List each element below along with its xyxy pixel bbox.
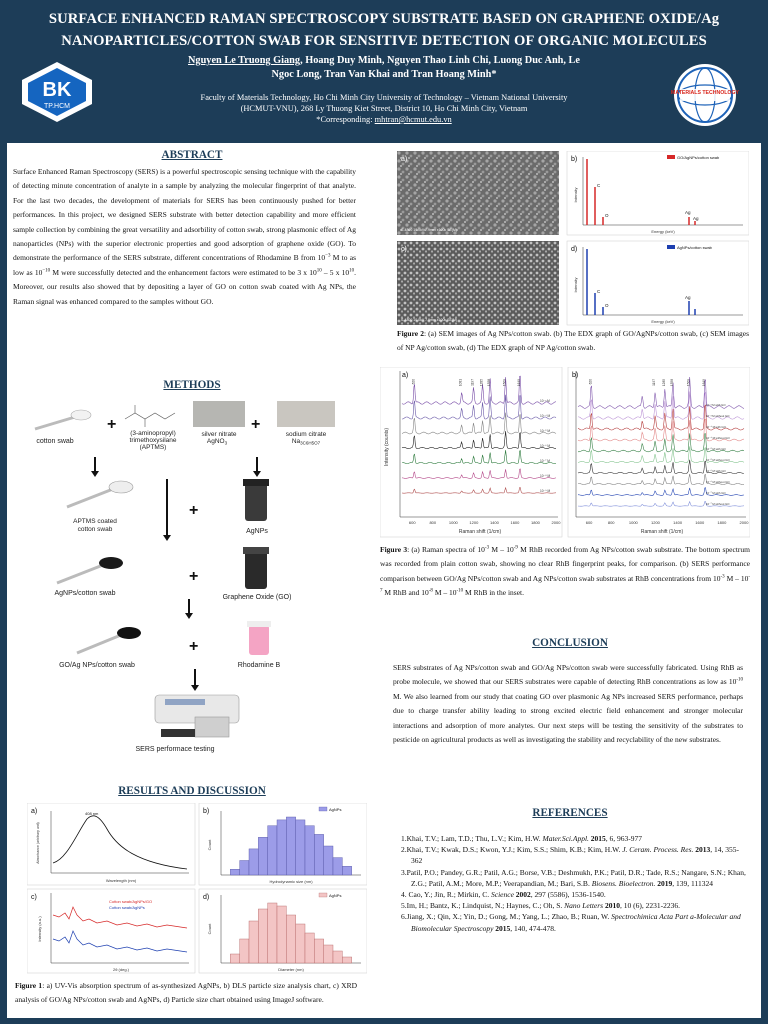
figure-1 [27,803,367,975]
histogram-bar [305,826,314,875]
axis-tick-label: 1800 [717,520,727,525]
label-go-ag-swab: GO/Ag NPs/cotton swab [59,662,135,669]
raman-series-label: 10⁻⁷ M with GO [706,491,726,495]
reference-item: 5.Im, H.; Bantz, K.; Lindquist, N.; Haynes, C.; Oh, S. Nano Letters 2010, 10 (6), 2231-2236. [401,901,680,911]
sem-image-c [397,241,559,325]
histogram-bar [249,849,258,875]
histogram-bar [230,954,239,963]
histogram-bar [333,951,342,963]
particle-size-chart [199,889,367,973]
label-rhodamine: Rhodamine B [237,662,281,669]
fig3-ylabel: Intensity (counts) [384,427,390,467]
raman-peak-label: 1197 [652,379,657,386]
histogram-bar [286,915,295,963]
histogram-bar [342,957,351,963]
histogram-bar [314,939,323,963]
results-heading: RESULTS AND DISCUSSION [118,785,266,797]
fig1-c-legend-2: Cotton swab/AgNPs [109,905,145,910]
title-line-2: NANOPARTICLES/COTTON SWAB FOR SENSITIVE DETECTION OF ORGANIC MOLECULES [61,33,707,49]
histogram-bar [240,861,249,876]
axis-tick-label: 800 [607,520,615,525]
figure-2 [397,151,749,327]
affiliation-line-2: (HCMUT-VNU), 268 Ly Thuong Kiet Street, District 10, Ho Chi Minh City, Vietnam [240,104,528,113]
fig1-panel-a: a) [31,808,38,815]
raman-series-label: 10⁻⁹ M [540,489,551,493]
fig1-d-ylabel: Count [207,923,212,935]
raman-series-label: 10⁻⁵ M with GO [706,447,726,451]
presenting-author: Nguyen Le Truong Giang [188,55,301,66]
figure-3-caption: Figure 3: (a) Raman spectra of $10^{-3}$ M – $10^{-9}$ M RhB recorded from Ag NPs/cotton swab substrate. The bottom spectrum was recorded from plain cotton swab, showing no clear RhB fingerprint peaks, for comparison. (b) SERS performance comparison between GO/Ag NPs/cotton swab and Ag NPs/cotton swab substrates at RhB concentrations from $10^{-3}$ M – $10^{-7}$ M RhB and $10^{-8}$ M – $10^{-10}$ M RhB in the inset. [380,545,751,598]
fig1-d-legend: AgNPs [329,893,342,898]
fig1-c-ylabel: Intensity (a.u.) [37,916,42,942]
raman-spectrometer-image [155,695,239,737]
fig1-d-xlabel: Diameter (nm) [278,967,304,972]
agnps-vial-image [243,479,269,521]
graphene-oxide-vial-image [243,547,269,589]
figure-3 [380,367,750,539]
axis-tick-label: 800 [429,520,437,525]
edx-b-c: C [597,183,601,188]
methods-diagram [25,399,355,779]
fig1-c-legend-1: Cotton swab/AgNPs/GO [109,899,153,904]
fig3-panel-a: a) [402,372,409,379]
plus-sign: + [189,638,199,655]
fig1-a-ylabel: Absorbance (arbitrary unit) [36,822,40,864]
silver-nitrate-image [193,401,245,427]
fig1-a-xlabel: Wavelength (nm) [105,878,137,883]
histogram-bar [333,858,342,875]
raman-peak-label: 1649 [702,379,707,387]
axis-tick-label: 1200 [469,520,479,525]
histogram-bar [296,820,305,875]
label-agno3: AgNO$_3$ [206,438,228,446]
abstract-heading: ABSTRACT [161,149,223,161]
label-na3c6h5o7: $Na_{3C6H5O7}$ [291,438,321,446]
figure-1-caption: Figure 1: a) UV-Vis absorption spectrum of as-synthesized AgNPs, b) DLS particle size analysis chart, c) XRD analysis of GO/Ag NPs/cotton swab and AgNPs, d) Particle size chart obtained using ImageJ software. [15,981,358,1005]
agnps-swab-image [57,557,123,583]
axis-tick-label: 1400 [489,520,499,525]
fig2-panel-a: a) [401,156,408,163]
axis-tick-label: 1600 [510,520,520,525]
label-aptms-coated-1: APTMS coated [73,518,117,525]
raman-series-label: 10⁻³ M [540,399,550,403]
aptms-coated-swab-image [67,481,133,507]
reference-item: 4. Cao, Y.; Jin, R.; Mirkin, C. Science 2002, 297 (5586), 1536-1540. [401,890,606,900]
histogram-bar [277,906,286,963]
axis-tick-label: 1000 [448,520,458,525]
raman-peak-label: 1081 [458,379,463,387]
fig1-panel-c: c) [31,894,37,901]
label-aptms-3: (APTMS) [139,444,167,451]
poster-title [0,8,768,52]
plus-sign: + [189,568,199,585]
histogram-bar [296,924,305,963]
plus-sign: + [107,416,117,433]
raman-series-label: 10⁻⁴ M without GO [706,436,730,440]
raman-series-label: 10⁻³ M with GO [706,403,726,407]
raman-series-label: 10⁻⁶ M without GO [706,480,730,484]
raman-series-label: 10⁻⁴ M with GO [706,425,726,429]
label-aptms-coated-2: cotton swab [77,526,113,533]
reference-item: 3.Patil, P.O.; Pandey, G.R.; Patil, A.G.; Borse, V.B.; Deshmukh, P.K.; Patil, D.R.; Tade, R.S.; Nangare, S.N.; Khan, Z.G.; Patil, A.M.; More, M.P.; Veerapandian, M.; Bari, S.B. Biosens. Bioelectron. 2019, 139, 111324 [401,867,746,888]
faculty-logo [666,62,744,128]
raman-peak-label: 1285 [479,379,484,387]
corresponding-label: *Corresponding: [316,115,375,124]
axis-tick-label: 1600 [695,520,705,525]
axis-tick-label: 1400 [673,520,683,525]
label-sodium-citrate: sodium citrate [285,431,327,438]
cotton-swab-image [35,410,91,429]
references-heading: REFERENCES [532,807,608,819]
fig1-a-peak-label: 408 nm [85,811,99,816]
edx-d-c: C [597,289,601,294]
label-agnps: AgNPs [246,528,268,535]
flow-arrows [95,457,257,535]
raman-peak-label: 1197 [470,379,475,386]
axis-tick-label: 1800 [531,520,540,525]
raman-series-label: 10⁻⁴ M [540,414,551,418]
poster-header [0,0,768,140]
histogram-bar [286,817,295,875]
faculty-logo-text: MATERIALS TECHNOLOGY [671,90,739,96]
edx-b-ag: Ag [685,210,691,215]
histogram-bar [240,939,249,963]
edx-d-ag: Ag [685,295,691,300]
fig3-panel-b: b) [572,372,579,379]
histogram-bar [268,903,277,963]
histogram-bar [305,933,314,963]
label-aptms-1: (3-aminopropyl) [130,430,176,437]
raman-series-label: 10⁻⁶ M [540,444,551,448]
raman-series-label: 10⁻⁵ M without GO [706,458,730,462]
histogram-bar [277,820,286,875]
dls-chart [199,803,367,885]
reference-item: 1.Khai, T.V.; Lam, T.D.; Thu, L.V.; Kim, H.W. Mater.Sci.Appl. 2015, 6, 963-977 [401,834,643,843]
edx-b-o: O [605,213,609,218]
fig1-panel-d: d) [203,894,210,901]
logo-bk-subtext: TP.HCM [44,103,70,110]
histogram-bar [258,909,267,963]
label-aptms-2: trimethoxysilane [129,437,177,444]
edx-b-xlabel: Energy (keV) [651,229,675,234]
raman-series-label: 10⁻⁸ M [540,474,551,478]
raman-series-label: 10⁻⁶ M with GO [706,469,726,473]
reference-item: 6.Jiang, X.; Qin, X.; Yin, D.; Gong, M.; Yang, L.; Zhao, B.; Ruan, W. Spectrochimica Acta Part a-Molecular and Biomolecular Spectroscopy 2015, 140, 474-478. [401,912,741,933]
histogram-bar [324,846,333,875]
sem-a-info: S-4800 10.0kV 7.9mm x100k SE(M) [401,228,458,232]
fig3-xlabel-a: Raman shift (1/cm) [458,529,502,535]
authors [120,54,648,82]
raman-peak-label: 1358 [487,379,492,387]
fig1-b-ylabel: Count [207,839,212,851]
raman-series-label: 10⁻³ M without GO [706,414,730,418]
axis-tick-label: 1000 [628,520,638,525]
figure-2-caption: Figure 2: (a) SEM images of Ag NPs/cotton swab. (b) The EDX graph of GO/AgNPs/cotton swab, (c) SEM images of NP Ag/cotton swab, (d) The EDX graph of NP Ag/cotton swab. [397,329,750,353]
histogram-bar [230,869,239,875]
fig2-panel-d: d) [571,246,578,253]
label-agnps-swab: AgNPs/cotton swab [54,590,116,597]
fig1-c-xlabel: 2θ (deg.) [112,967,130,972]
abstract-text: Surface Enhanced Raman Spectroscopy (SERS) is a powerful spectroscopic sensing technique with the capability of detecting minute concentration of analyte in a sample by analyzing the molecular fingerprint of that analyte. For the last two decades, the development of materials for SERS has been continuously pushed for better performances. In this project, we designed SERS substrate with better detection capability and more efficient sample collection by combining the great versatility and adsorbility of cotton swab, strong plasmonic effect of Ag nanoparticles (NPs) with the superior electronic properties and good adsorption of graphene oxide (GO). To demonstrate the performance of the SERS substrate, different concentrations of Rhodamine B from $10^{-3}$ M to as low as $10^{-10}$ M were successfully detected and the enhancement factors were estimated to be 3 x $10^{10} - 5$ x $10^{10}$. Moreover, our results also showed that by depositing a layer of GO on cotton swab coated with Ag NPs, the Raman signal was enhanced compared to the samples without GO. [13,167,357,306]
axis-tick-label: 2000 [551,520,561,525]
raman-peak-label: 620 [588,379,593,385]
histogram-bar [342,866,351,875]
label-sers-testing: SERS performace testing [135,746,215,753]
axis-tick-label: 1200 [651,520,660,525]
fig2-panel-b: b) [571,156,578,163]
raman-peak-label: 1509 [686,379,691,387]
histogram-bar [249,921,258,963]
raman-peak-label: 1509 [502,379,507,387]
edx-b-ylabel: Intensity [573,187,578,203]
reference-item: 2.Khai, T.V.; Kwak, D.S.; Kwon, Y.J.; Kim, S.S.; Shim, K.B.; Kim, H.W. J. Ceram. Process. Res. 2013, 14, 355- 362 [401,845,740,866]
raman-peak-label: 620 [411,379,416,385]
fig2-panel-c: c) [401,246,407,253]
university-logo [20,60,94,124]
sem-c-info: S-4800 10.0kV 7.9mm x100k SE(M) [401,318,458,322]
raman-series-label: 10⁻⁷ M [540,459,550,463]
affiliation [120,92,648,125]
fig1-panel-b: b) [203,808,210,815]
sodium-citrate-image [277,401,335,427]
authors-line-2: Ngoc Long, Tran Van Khai and Tran Hoang Minh* [271,69,497,80]
label-silver-nitrate: silver nitrate [201,431,237,438]
edx-d-xlabel: Energy (keV) [651,319,675,324]
sem-image-a [397,151,559,235]
raman-series-label: 10⁻⁵ M [540,429,551,433]
raman-peak-label: 1649 [516,379,521,387]
poster-body [7,143,761,1018]
edx-d-o: O [605,303,609,308]
edx-d-legend: AgNPs/cotton swab [677,245,712,250]
logo-bk-text: BK [42,79,72,101]
rhodamine-vial-image [247,621,271,655]
histogram-bar [268,826,277,875]
axis-tick-label: 600 [585,520,593,525]
corresponding-email-link[interactable]: mhtran@hcmut.edu.vn [374,115,452,124]
plus-sign: + [251,416,261,433]
raman-peak-label: 1285 [661,379,666,387]
edx-b-ag2: Ag [693,216,699,221]
axis-tick-label: 600 [408,520,416,525]
axis-tick-label: 2000 [739,520,749,525]
authors-line-1: , Hoang Duy Minh, Nguyen Thao Linh Chi, Luong Duc Anh, Le [300,55,580,66]
aptms-structure-icon [125,405,175,427]
references-list [401,833,747,934]
plus-sign: + [189,502,199,519]
raman-series-label: 10⁻⁷ M without GO [706,502,730,506]
edx-b-legend: GO/AgNPs/cotton swab [677,155,720,160]
label-graphene-oxide: Graphene Oxide (GO) [222,594,292,601]
methods-heading: METHODS [163,379,221,391]
raman-peak-label: 1358 [669,379,674,387]
conclusion-heading: CONCLUSION [532,637,608,649]
label-cotton-swab: cotton swab [36,438,74,445]
histogram-bar [314,834,323,875]
go-ag-swab-image [77,627,141,653]
affiliation-line-1: Faculty of Materials Technology, Ho Chi Minh City University of Technology – Vietnam National University [200,93,568,102]
fig1-b-xlabel: Hydrodynamic size (nm) [269,879,313,884]
histogram-bar [324,945,333,963]
title-line-1: SURFACE ENHANCED RAMAN SPECTROSCOPY SUBSTRATE BASED ON GRAPHENE OXIDE/Ag [48,11,720,27]
edx-d-ylabel: Intensity [573,277,578,293]
fig1-b-legend: AgNPs [329,807,342,812]
histogram-bar [258,837,267,875]
conclusion-text: SERS substrates of Ag NPs/cotton swab and GO/Ag NPs/cotton swab were successfully fabricated. Using RhB as probe molecule, we showed that our SERS substrates were capable of detecting RhB concentrations as low as $10^{-10}$ M. We also learned from our study that coating GO over plasmonic Ag NPs increased SERS performance, perhaps due to charge transfer ability leading to strong excited electric field enhancement and stronger molecular interactions and adsorption of more analytes. Our next steps will be testing the sensitivity of the substrates to pesticide on agricultural products as well as investigating the stability and recyclability of the new substrates. [393,663,743,745]
fig3-xlabel-b: Raman shift (1/cm) [640,529,684,535]
